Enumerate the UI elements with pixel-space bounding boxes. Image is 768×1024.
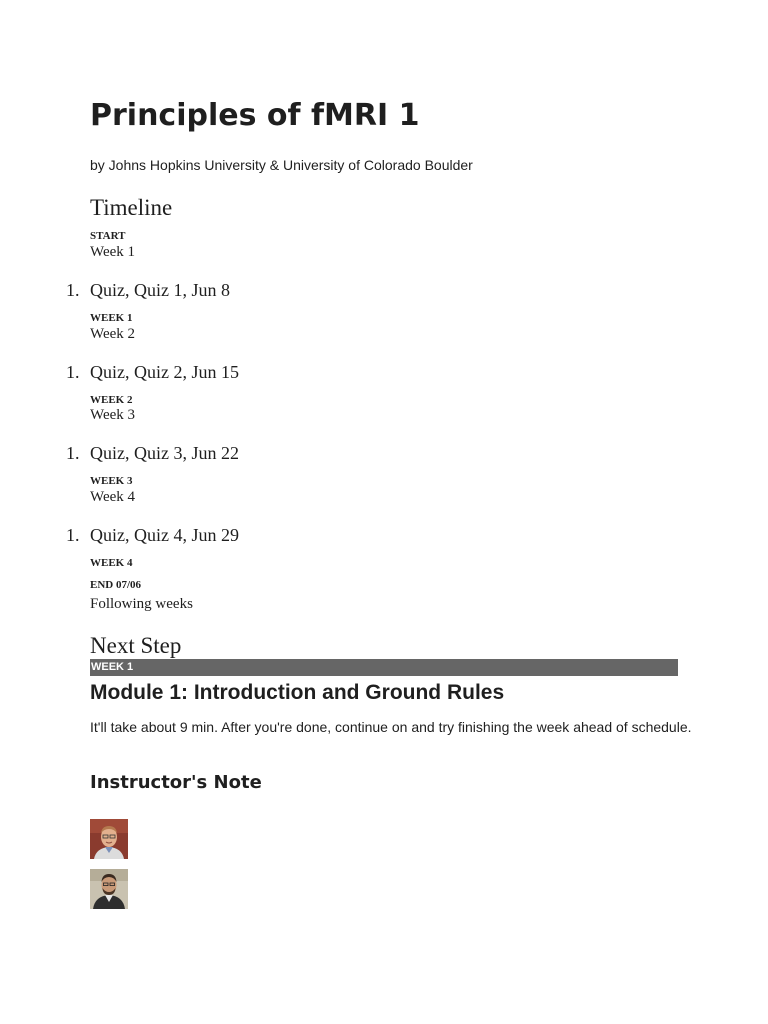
list-number: 1. <box>66 525 80 545</box>
list-number: 1. <box>66 280 80 300</box>
timeline-week: Week 2 <box>90 326 136 342</box>
course-byline: by Johns Hopkins University & University of Colorado Boulder <box>90 157 473 173</box>
quiz-label: Quiz, Quiz 2, Jun 15 <box>90 362 239 382</box>
timeline-quiz-item[interactable] <box>66 279 230 301</box>
timeline-week-label: WEEK 2 <box>90 394 133 406</box>
timeline-week-label: WEEK 4 <box>90 557 133 569</box>
timeline-week-label: WEEK 3 <box>90 475 133 487</box>
timeline-week: Week 3 <box>90 407 136 423</box>
list-number: 1. <box>66 362 80 382</box>
instructor-note-heading: Instructor's Note <box>90 772 262 793</box>
quiz-label: Quiz, Quiz 4, Jun 29 <box>90 525 239 545</box>
instructor-avatar <box>90 819 128 859</box>
timeline-quiz-item[interactable] <box>66 442 239 464</box>
quiz-label: Quiz, Quiz 1, Jun 8 <box>90 280 230 300</box>
course-title: Principles of fMRI 1 <box>90 98 420 133</box>
timeline-start-label: START <box>90 230 126 242</box>
next-step-heading: Next Step <box>90 633 182 658</box>
timeline-quiz-item[interactable] <box>66 524 239 546</box>
timeline-quiz-item[interactable] <box>66 361 239 383</box>
week-bar <box>90 659 678 676</box>
timeline-heading: Timeline <box>90 195 173 220</box>
list-number: 1. <box>66 443 80 463</box>
module-description: It'll take about 9 min. After you're done, continue on and try finishing the week ahead of schedule. <box>90 719 692 735</box>
timeline-start-week: Week 1 <box>90 244 136 260</box>
module-title-link[interactable]: Module 1: Introduction and Ground Rules <box>90 681 505 704</box>
timeline-week-label: WEEK 1 <box>90 312 133 324</box>
avatar-photo-icon <box>90 869 128 909</box>
timeline-following-weeks: Following weeks <box>90 596 193 612</box>
week-bar-label: WEEK 1 <box>91 661 134 673</box>
avatar-photo-icon <box>90 819 128 859</box>
timeline-end-label: END 07/06 <box>90 579 142 591</box>
instructor-avatar <box>90 869 128 909</box>
quiz-label: Quiz, Quiz 3, Jun 22 <box>90 443 239 463</box>
timeline-week: Week 4 <box>90 489 136 505</box>
